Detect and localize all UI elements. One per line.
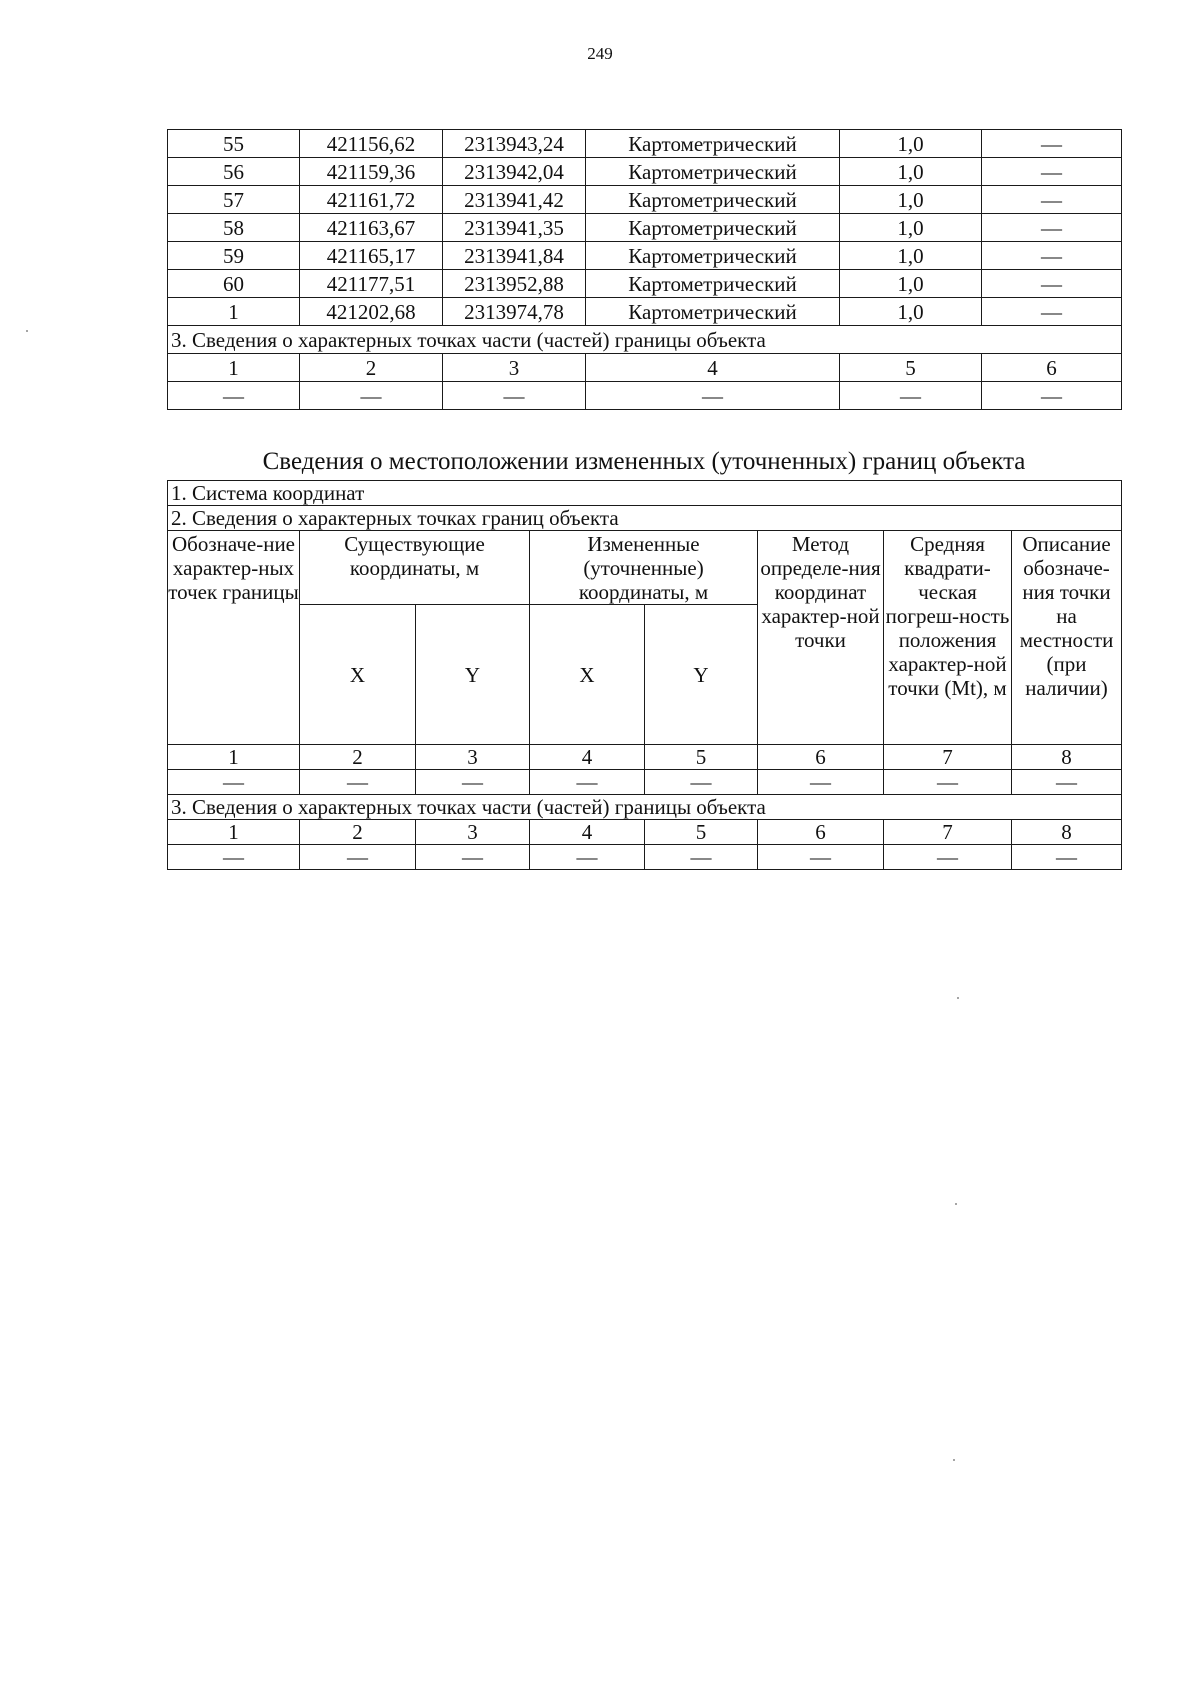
table-row <box>168 506 1122 531</box>
description-cell: — <box>982 158 1122 186</box>
accuracy-cell: 1,0 <box>840 298 982 326</box>
scan-speck <box>957 997 959 999</box>
y-coordinate-cell: 2313952,88 <box>443 270 586 298</box>
column-number-cell: 8 <box>1012 745 1122 770</box>
column-number-cell: 2 <box>300 820 416 845</box>
description-header: Описание обозначе-ния точки на местности (при наличии) <box>1012 531 1122 745</box>
empty-dash-cell: — <box>168 770 300 795</box>
header-row <box>168 531 1122 605</box>
x-coordinate-cell: 421177,51 <box>300 270 443 298</box>
table-row <box>168 186 1122 214</box>
y-coordinate-cell: 2313941,42 <box>443 186 586 214</box>
method-header: Метод определе-ния координат характер-ной точки <box>758 531 884 745</box>
existing-x-header: X <box>300 605 416 745</box>
point-number-cell: 58 <box>168 214 300 242</box>
column-number-cell: 7 <box>884 745 1012 770</box>
accuracy-cell: 1,0 <box>840 130 982 158</box>
method-cell: Картометрический <box>586 298 840 326</box>
column-number-cell: 4 <box>530 820 645 845</box>
column-number-cell: 3 <box>416 820 530 845</box>
column-number-cell: 7 <box>884 820 1012 845</box>
empty-dash-cell: — <box>416 770 530 795</box>
x-coordinate-cell: 421202,68 <box>300 298 443 326</box>
empty-dash-cell: — <box>300 382 443 410</box>
column-number-cell: 1 <box>168 354 300 382</box>
empty-dash-cell: — <box>884 845 1012 870</box>
empty-dash-cell: — <box>300 845 416 870</box>
column-number-cell: 4 <box>586 354 840 382</box>
table-row <box>168 382 1122 410</box>
empty-dash-cell: — <box>884 770 1012 795</box>
accuracy-cell: 1,0 <box>840 158 982 186</box>
table-row <box>168 214 1122 242</box>
point-number-cell: 1 <box>168 298 300 326</box>
empty-dash-cell: — <box>758 845 884 870</box>
method-cell: Картометрический <box>586 214 840 242</box>
description-cell: — <box>982 298 1122 326</box>
description-cell: — <box>982 186 1122 214</box>
accuracy-cell: 1,0 <box>840 242 982 270</box>
table-row <box>168 795 1122 820</box>
column-number-cell: 1 <box>168 820 300 845</box>
empty-dash-cell: — <box>586 382 840 410</box>
point-number-cell: 59 <box>168 242 300 270</box>
description-cell: — <box>982 270 1122 298</box>
y-coordinate-cell: 2313943,24 <box>443 130 586 158</box>
table-row <box>168 242 1122 270</box>
y-coordinate-cell: 2313941,35 <box>443 214 586 242</box>
table-row <box>168 158 1122 186</box>
y-coordinate-cell: 2313974,78 <box>443 298 586 326</box>
column-number-cell: 6 <box>982 354 1122 382</box>
section3-label: 3. Сведения о характерных точках части (частей) границы объекта <box>168 326 1122 354</box>
table-row <box>168 326 1122 354</box>
existing-y-header: Y <box>416 605 530 745</box>
changed-coords-header: Измененные (уточненные) координаты, м <box>530 531 758 605</box>
column-number-cell: 8 <box>1012 820 1122 845</box>
accuracy-cell: 1,0 <box>840 270 982 298</box>
empty-dash-cell: — <box>168 845 300 870</box>
changed-boundaries-table <box>167 480 1122 870</box>
empty-dash-cell: — <box>758 770 884 795</box>
accuracy-cell: 1,0 <box>840 214 982 242</box>
table-row <box>168 845 1122 870</box>
empty-dash-cell: — <box>1012 770 1122 795</box>
method-cell: Картометрический <box>586 270 840 298</box>
column-numbers-row <box>168 354 1122 382</box>
table-row <box>168 770 1122 795</box>
empty-dash-cell: — <box>645 770 758 795</box>
method-cell: Картометрический <box>586 158 840 186</box>
empty-dash-cell: — <box>443 382 586 410</box>
column-number-cell: 3 <box>416 745 530 770</box>
empty-dash-cell: — <box>168 382 300 410</box>
y-coordinate-cell: 2313942,04 <box>443 158 586 186</box>
point-number-cell: 56 <box>168 158 300 186</box>
column-number-cell: 6 <box>758 745 884 770</box>
error-header: Средняя квадрати-ческая погреш-ность положения характер-ной точки (Mt), м <box>884 531 1012 745</box>
column-number-cell: 5 <box>645 745 758 770</box>
column-number-cell: 2 <box>300 354 443 382</box>
table-row <box>168 270 1122 298</box>
empty-dash-cell: — <box>840 382 982 410</box>
table-row <box>168 130 1122 158</box>
column-number-cell: 4 <box>530 745 645 770</box>
point-number-cell: 57 <box>168 186 300 214</box>
scan-speck <box>26 330 28 332</box>
method-cell: Картометрический <box>586 242 840 270</box>
designation-header: Обозначе-ние характер-ных точек границы <box>168 531 300 745</box>
column-numbers-row <box>168 820 1122 845</box>
table-row <box>168 298 1122 326</box>
y-coordinate-cell: 2313941,84 <box>443 242 586 270</box>
point-number-cell: 55 <box>168 130 300 158</box>
empty-dash-cell: — <box>1012 845 1122 870</box>
column-number-cell: 2 <box>300 745 416 770</box>
column-number-cell: 5 <box>840 354 982 382</box>
empty-dash-cell: — <box>300 770 416 795</box>
changed-y-header: Y <box>645 605 758 745</box>
column-number-cell: 3 <box>443 354 586 382</box>
scan-speck <box>953 1459 955 1461</box>
section-title: Сведения о местоположении измененных (уточненных) границ объекта <box>262 448 1026 475</box>
coordinate-system-label: 1. Система координат <box>168 481 1122 506</box>
column-number-cell: 6 <box>758 820 884 845</box>
changed-x-header: X <box>530 605 645 745</box>
column-number-cell: 1 <box>168 745 300 770</box>
method-cell: Картометрический <box>586 186 840 214</box>
section3-label: 3. Сведения о характерных точках части (частей) границы объекта <box>168 795 1122 820</box>
existing-coords-header: Существующие координаты, м <box>300 531 530 605</box>
boundary-points-label: 2. Сведения о характерных точках границ объекта <box>168 506 1122 531</box>
empty-dash-cell: — <box>530 770 645 795</box>
method-cell: Картометрический <box>586 130 840 158</box>
page-number: 249 <box>587 44 613 63</box>
accuracy-cell: 1,0 <box>840 186 982 214</box>
x-coordinate-cell: 421165,17 <box>300 242 443 270</box>
table-row <box>168 481 1122 506</box>
x-coordinate-cell: 421159,36 <box>300 158 443 186</box>
x-coordinate-cell: 421161,72 <box>300 186 443 214</box>
boundary-points-table <box>167 129 1122 410</box>
empty-dash-cell: — <box>645 845 758 870</box>
description-cell: — <box>982 130 1122 158</box>
x-coordinate-cell: 421156,62 <box>300 130 443 158</box>
empty-dash-cell: — <box>982 382 1122 410</box>
scan-speck <box>955 1203 957 1205</box>
description-cell: — <box>982 214 1122 242</box>
column-numbers-row <box>168 745 1122 770</box>
description-cell: — <box>982 242 1122 270</box>
point-number-cell: 60 <box>168 270 300 298</box>
empty-dash-cell: — <box>530 845 645 870</box>
x-coordinate-cell: 421163,67 <box>300 214 443 242</box>
column-number-cell: 5 <box>645 820 758 845</box>
empty-dash-cell: — <box>416 845 530 870</box>
